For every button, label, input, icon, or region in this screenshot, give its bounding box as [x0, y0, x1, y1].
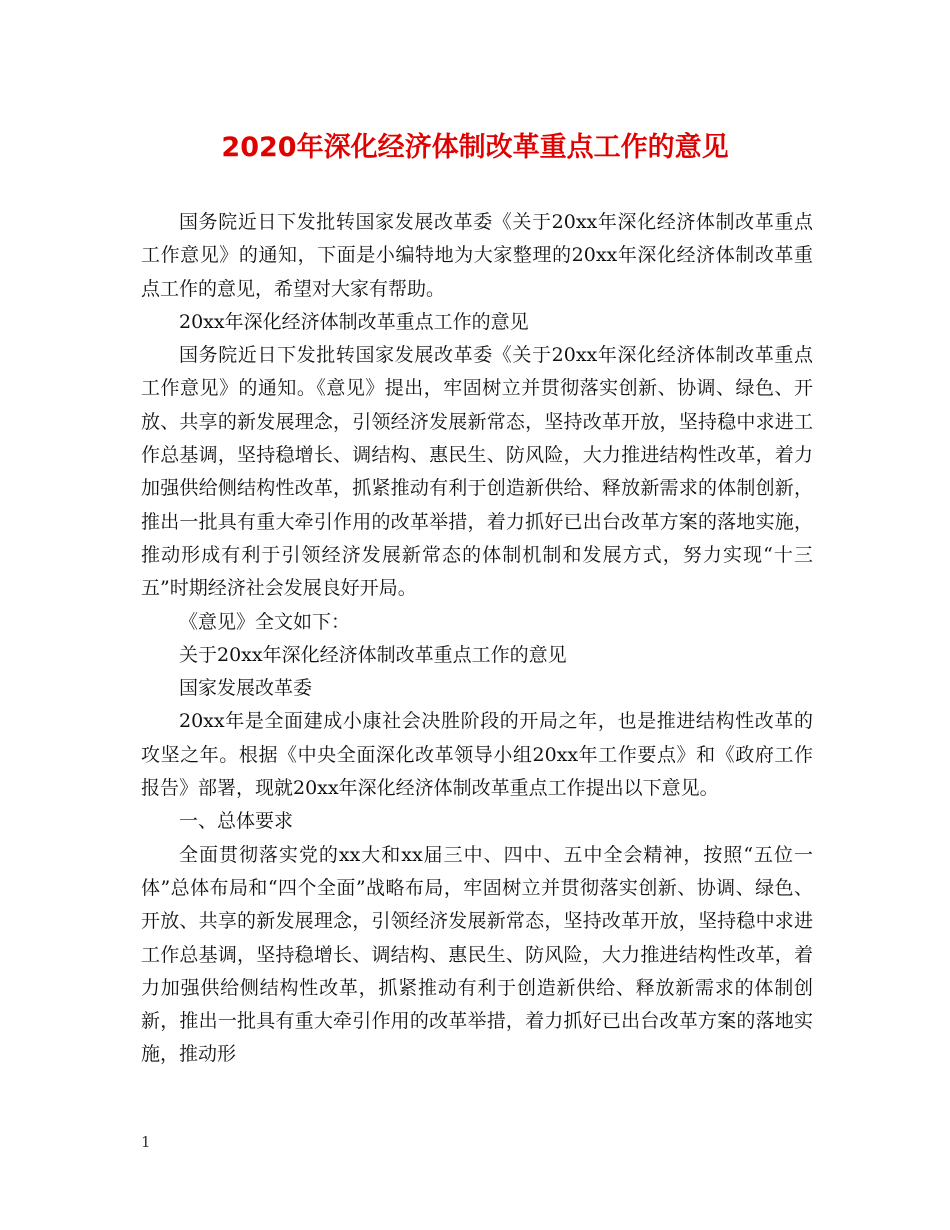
paragraph-background: 20xx年是全面建成小康社会决胜阶段的开局之年，也是推进结构性改革的攻坚之年。根据《中央全面深化改革领导小组20xx年工作要点》和《政府工作报告》部署，现就20xx年深化经济体制改革重点工作提出以下意见。 — [141, 710, 813, 800]
section-heading-general-requirements: 一、总体要求 — [179, 810, 294, 833]
page-number: 1 — [141, 1133, 151, 1151]
paragraph-fulltext-label: 《意见》全文如下： — [179, 610, 351, 633]
document-body — [141, 206, 813, 1072]
paragraph-issuer: 国家发展改革委 — [179, 677, 313, 700]
paragraph-intro: 国务院近日下发批转国家发展改革委《关于20xx年深化经济体制改革重点工作意见》的通知，下面是小编特地为大家整理的20xx年深化经济体制改革重点工作的意见，希望对大家有帮助。 — [141, 211, 813, 300]
paragraph-opinion-title: 关于20xx年深化经济体制改革重点工作的意见 — [179, 643, 567, 666]
paragraph-heading: 20xx年深化经济体制改革重点工作的意见 — [179, 310, 529, 333]
paragraph-general-requirements: 全面贯彻落实党的xx大和xx届三中、四中、五中全会精神，按照“五位一体”总体布局和“四个全面”战略布局，牢固树立并贯彻落实创新、协调、绿色、开放、共享的新发展理念，引领经济发展新常态，坚持改革开放，坚持稳中求进工作总基调，坚持稳增长、调结构、惠民生、防风险，大力推进结构性改革，着力加强供给侧结构性改革，抓紧推动有利于创造新供给、释放新需求的体制创新，推出一批具有重大牵引作用的改革举措，着力抓好已出台改革方案的落地实施，推动形 — [141, 843, 813, 1066]
document-title: 2020年深化经济体制改革重点工作的意见 — [221, 132, 729, 163]
paragraph-notice: 国务院近日下发批转国家发展改革委《关于20xx年深化经济体制改革重点工作意见》的通知。《意见》提出，牢固树立并贯彻落实创新、协调、绿色、开放、共享的新发展理念，引领经济发展新常态，坚持改革开放，坚持稳中求进工作总基调，坚持稳增长、调结构、惠民生、防风险，大力推进结构性改革，着力加强供给侧结构性改革，抓紧推动有利于创造新供给、释放新需求的体制创新，推出一批具有重大牵引作用的改革举措，着力抓好已出台改革方案的落地实施，推动形成有利于引领经济发展新常态的体制机制和发展方式，努力实现“十三五”时期经济社会发展良好开局。 — [141, 344, 813, 600]
